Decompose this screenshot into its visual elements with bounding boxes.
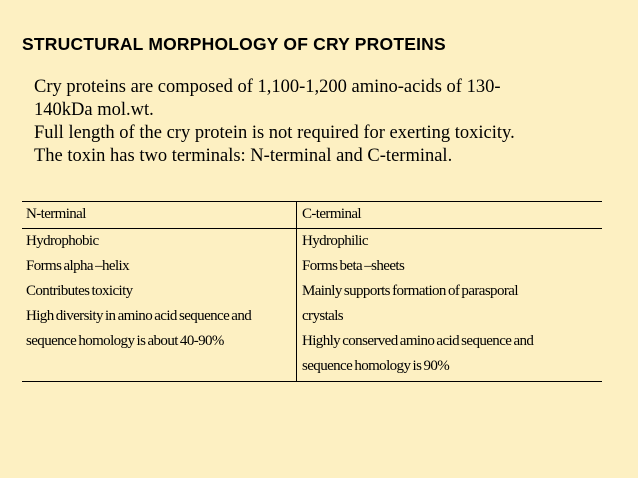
cell-line: Contributes toxicity xyxy=(26,283,133,299)
column-divider xyxy=(296,201,297,382)
cell-line: sequence homology is about 40-90% xyxy=(26,333,224,349)
n-terminal-cell xyxy=(26,229,251,354)
header-c-terminal: C-terminal xyxy=(302,206,361,222)
cell-line: Forms beta –sheets xyxy=(302,258,405,274)
cell-line: Hydrophilic xyxy=(302,233,368,249)
cell-line: Forms alpha –helix xyxy=(26,258,130,274)
intro-line: Cry proteins are composed of 1,100-1,200 amino-acids of 130- xyxy=(34,77,501,97)
cell-line: High diversity in amino acid sequence and xyxy=(26,308,252,324)
c-terminal-cell xyxy=(302,229,533,379)
intro-line: 140kDa mol.wt. xyxy=(34,100,154,120)
intro-line: The toxin has two terminals: N-terminal and C-terminal. xyxy=(34,146,453,166)
intro-text xyxy=(34,76,614,168)
table-bottom-border xyxy=(22,381,602,382)
cell-line: crystals xyxy=(302,308,344,324)
cell-line: Hydrophobic xyxy=(26,233,99,249)
header-n-terminal: N-terminal xyxy=(26,206,86,222)
cell-line: sequence homology is 90% xyxy=(302,358,450,374)
cell-line: Mainly supports formation of parasporal xyxy=(302,283,518,299)
intro-line: Full length of the cry protein is not required for exerting toxicity. xyxy=(34,123,515,143)
comparison-table xyxy=(22,201,602,382)
cell-line: Highly conserved amino acid sequence and xyxy=(302,333,534,349)
slide-title: STRUCTURAL MORPHOLOGY OF CRY PROTEINS xyxy=(22,34,446,54)
